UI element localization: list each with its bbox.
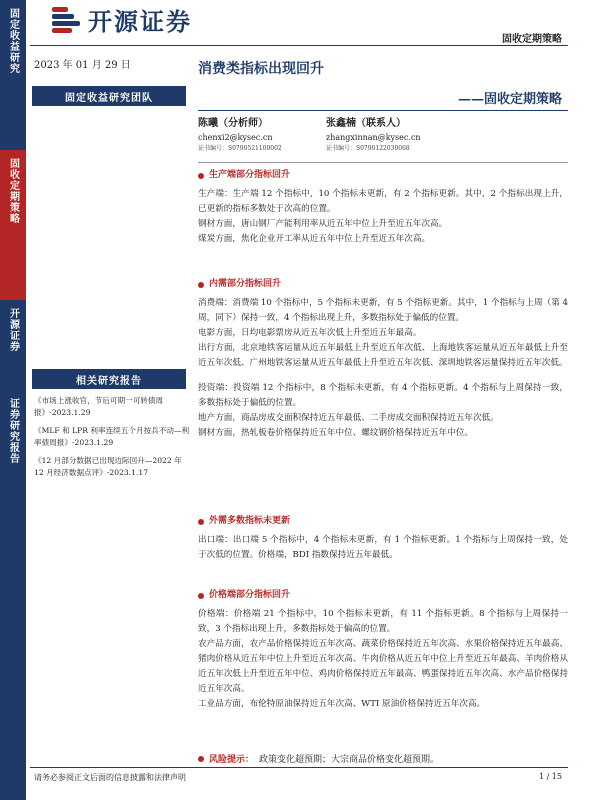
paragraph: 煤炭方面，焦化企业开工率从近五年中位上升至近五年次高。 bbox=[198, 234, 431, 244]
paragraph: 钢材方面，热轧板卷价格保持近五年中位、螺纹钢价格保持近五年中位。 bbox=[198, 428, 474, 438]
sidebar-segment-report: 证券研究报告 bbox=[0, 390, 26, 800]
team-label: 固定收益研究团队 bbox=[32, 86, 186, 106]
paragraph: 消费端：消费端 10 个指标中，5 个指标未更新，有 5 个指标更新。其中，1 个指标与上周（第 4 周，同下）保持一致，4 个指标出现上升，多数指标处于偏低的位置。 bbox=[198, 298, 568, 323]
section-prices bbox=[198, 588, 568, 712]
section-heading: 价格端部分指标回升 bbox=[198, 588, 568, 603]
risk-label: 风险提示： bbox=[209, 755, 255, 765]
company-logo bbox=[52, 2, 192, 36]
sidebar-segment-brand: 开源证券 bbox=[0, 300, 26, 390]
logo-text: 开源证券 bbox=[88, 7, 192, 36]
spacer bbox=[198, 371, 568, 381]
bullet-icon bbox=[198, 593, 204, 599]
analyst-name: 张鑫楠（联系人） bbox=[326, 118, 406, 129]
footer-divider bbox=[30, 767, 568, 768]
page-title: 消费类指标出现回升 bbox=[198, 61, 324, 77]
bullet-icon bbox=[198, 756, 204, 762]
title-divider bbox=[198, 110, 568, 111]
section-external-demand bbox=[198, 514, 568, 563]
section-domestic-demand bbox=[198, 277, 568, 441]
paragraph: 价格端：价格端 21 个指标中，10 个指标未更新，有 11 个指标更新。8 个指标与上周保持一致，3 个指标出现上升，多数指标处于偏高的位置。 bbox=[198, 609, 568, 634]
risk-warning bbox=[198, 752, 439, 765]
header-divider bbox=[30, 45, 568, 46]
logo-mark-icon bbox=[52, 4, 82, 34]
bullet-icon bbox=[198, 282, 204, 288]
paragraph: 地产方面，商品房成交面积保持近五年最低、二手房成交面积保持近五年次低。 bbox=[198, 413, 499, 423]
related-report-item[interactable]: 《12 月部分数据已出现边际回升—2022 年 12 月经济数据点评》-2023.1.17 bbox=[34, 456, 182, 477]
paragraph: 工业品方面，布伦特原油保持近五年次高、WTI 原油价格保持近五年次高。 bbox=[198, 699, 486, 709]
analyst-card bbox=[326, 118, 421, 154]
analyst-email[interactable]: chenxi2@kysec.cn bbox=[198, 133, 273, 142]
related-reports-title: 相关研究报告 bbox=[32, 369, 186, 389]
analyst-card bbox=[198, 118, 282, 154]
analyst-cert: 证书编号：S0790122030068 bbox=[326, 145, 410, 152]
paragraph: 投资端：投资端 12 个指标中，8 个指标未更新，有 4 个指标更新。4 个指标与上周保持一致，多数指标处于偏低的位置。 bbox=[198, 383, 568, 408]
analyst-divider bbox=[198, 162, 568, 163]
report-date: 2023 年 01 月 29 日 bbox=[34, 60, 131, 71]
related-report-item[interactable]: 《MLF 和 LPR 利率连续五个月按兵不动—利率债周报》-2023.1.29 bbox=[34, 426, 190, 447]
report-category: 固收定期策略 bbox=[502, 34, 562, 45]
related-reports-list bbox=[34, 395, 190, 485]
bullet-icon bbox=[198, 519, 204, 525]
risk-text: 政策变化超预期；大宗商品价格变化超预期。 bbox=[259, 755, 440, 765]
paragraph: 出口端：出口端 5 个指标中，4 个指标未更新，有 1 个指标更新。1 个指标与上周保持一致，处于次低的位置。价格端，BDI 指数保持近五年最低。 bbox=[198, 535, 568, 560]
section-heading: 内需部分指标回升 bbox=[198, 277, 568, 292]
paragraph: 生产端：生产端 12 个指标中，10 个指标未更新，有 2 个指标更新。其中，2 个指标出现上升，已更新的指标多数处于次高的位置。 bbox=[198, 189, 568, 214]
paragraph: 钢材方面，唐山钢厂产能利用率从近五年中位上升至近五年次高。 bbox=[198, 219, 448, 229]
section-heading: 外需多数指标未更新 bbox=[198, 514, 568, 529]
paragraph: 出行方面，北京地铁客运量从近五年最低上升至近五年次低、上海地铁客运量从近五年最低上升至近五年次低、广州地铁客运量从近五年最低上升至近五年次低、深圳地铁客运量保持近五年次低。 bbox=[198, 343, 568, 368]
sidebar-segment-strategy: 固收定期策略 bbox=[0, 150, 26, 300]
section-production bbox=[198, 168, 568, 247]
analyst-name: 陈曦（分析师） bbox=[198, 118, 268, 129]
section-heading: 生产端部分指标回升 bbox=[198, 168, 568, 183]
disclaimer-note: 请务必参阅正文后面的信息披露和法律声明 bbox=[34, 773, 186, 782]
analyst-cert: 证书编号：S0790521100002 bbox=[198, 145, 282, 152]
bullet-icon bbox=[198, 173, 204, 179]
sidebar-segment-research: 固定收益研究 bbox=[0, 0, 26, 150]
page-subtitle: ——固收定期策略 bbox=[457, 92, 562, 107]
paragraph: 电影方面，日均电影票房从近五年次低上升至近五年最高。 bbox=[198, 328, 422, 338]
related-report-item[interactable]: 《市场上涨收官，节后可期一可转债周报》-2023.1.29 bbox=[34, 396, 164, 417]
paragraph: 农产品方面，农产品价格保持近五年次高、蔬菜价格保持近五年次高、水果价格保持近五年最高、猪肉价格从近五年中位上升至近五年次高、牛肉价格从近五年中位上升至近五年最高、羊肉价格从近五年次低上升至近五年中位、鸡肉价格保持近五年最高、鸭蛋保持近五年次高、水产品价格保持近五年次高。 bbox=[198, 639, 568, 694]
page-number: 1 / 15 bbox=[538, 772, 562, 781]
analyst-email[interactable]: zhangxinnan@kysec.cn bbox=[326, 133, 421, 142]
